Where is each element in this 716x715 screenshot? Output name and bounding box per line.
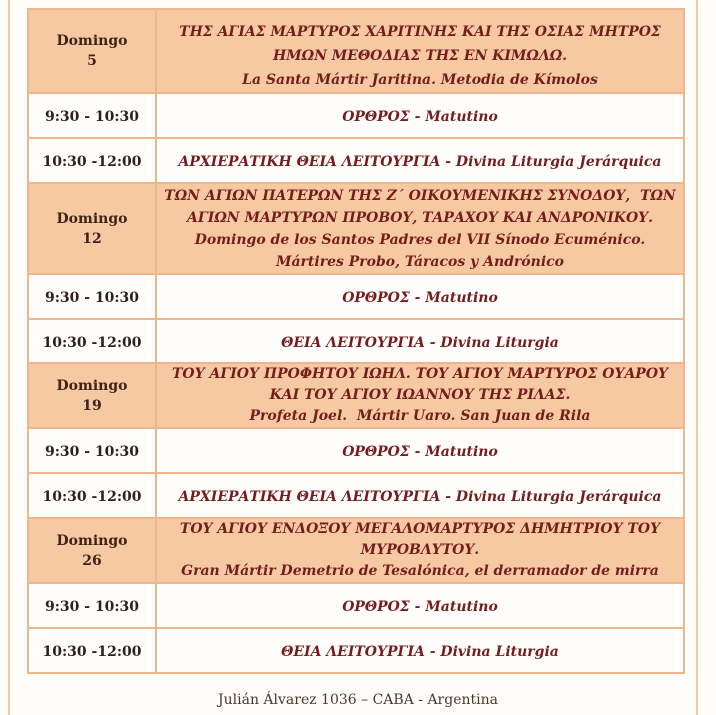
day-label: Domingo	[56, 377, 128, 394]
feast-title-line: ΚΑΙ ΤΟΥ ΑΓΙΟΥ ΙΩΑΝΝΟΥ ΤΗΣ ΡΙΛΑΣ.	[269, 387, 571, 403]
service-row	[28, 319, 684, 363]
service-name: ΟΡΘΡΟΣ - Matutino	[342, 109, 498, 125]
feast-title-line: ΜΥΡΟΒΛΥΤΟΥ.	[360, 542, 480, 558]
feast-title-line: ΤΟΥ ΑΓΙΟΥ ΕΝΔΟΞΟΥ ΜΕΓΑΛΟΜΑΡΤΥΡΟΣ ΔΗΜΗΤΡΙΟΥ ΤΟΥ	[179, 521, 661, 537]
service-row	[28, 274, 684, 319]
service-row	[28, 628, 684, 673]
service-name-cell	[156, 274, 684, 319]
service-name: ΑΡΧΙΕΡΑΤΙΚΗ ΘΕΙΑ ΛΕΙΤΟΥΡΓΙΑ - Divina Liturgia Jerárquica	[178, 154, 662, 170]
time-cell	[28, 473, 156, 518]
day-header-row	[28, 518, 684, 583]
feast-title-cell	[156, 363, 684, 428]
day-header-row	[28, 183, 684, 274]
service-name: ΑΡΧΙΕΡΑΤΙΚΗ ΘΕΙΑ ΛΕΙΤΟΥΡΓΙΑ - Divina Liturgia Jerárquica	[178, 489, 662, 505]
time-cell	[28, 583, 156, 628]
service-time: 9:30 - 10:30	[44, 109, 140, 125]
service-row	[28, 138, 684, 183]
day-header-row	[28, 9, 684, 93]
liturgical-schedule-table	[27, 8, 685, 674]
service-name-cell	[156, 138, 684, 183]
day-number: 5	[87, 53, 97, 69]
time-cell	[28, 319, 156, 363]
feast-title-line: Profeta Joel. Mártir Uaro. San Juan de Rila	[249, 408, 591, 424]
day-cell	[28, 518, 156, 583]
day-cell	[28, 183, 156, 274]
service-time: 10:30 -12:00	[42, 334, 142, 351]
service-name: ΘΕΙΑ ΛΕΙΤΟΥΡΓΙΑ - Divina Liturgia	[281, 334, 559, 351]
feast-title-cell	[156, 9, 684, 93]
service-time: 10:30 -12:00	[42, 644, 142, 660]
service-time: 9:30 - 10:30	[44, 290, 140, 306]
feast-title-line: ΤΗΣ ΑΓΙΑΣ ΜΑΡΤΥΡΟΣ ΧΑΡΙΤΙΝΗΣ ΚΑΙ ΤΗΣ ΟΣΙΑΣ ΜΗΤΡΟΣ	[179, 24, 661, 40]
service-name: ΘΕΙΑ ΛΕΙΤΟΥΡΓΙΑ - Divina Liturgia	[281, 644, 559, 660]
time-cell	[28, 93, 156, 138]
service-name-cell	[156, 583, 684, 628]
feast-title-cell	[156, 518, 684, 583]
service-time: 9:30 - 10:30	[44, 599, 140, 615]
service-name: ΟΡΘΡΟΣ - Matutino	[342, 599, 498, 615]
feast-title-line: ΑΓΙΩΝ ΜΑΡΤΥΡΩΝ ΠΡΟΒΟΥ, ΤΑΡΑΧΟΥ ΚΑΙ ΑΝΔΡΟΝΙΚΟΥ.	[186, 209, 654, 226]
service-name-cell	[156, 473, 684, 518]
feast-title-line: Domingo de los Santos Padres del VII Sínodo Ecuménico.	[194, 231, 646, 248]
day-header-row	[28, 363, 684, 428]
service-name: ΟΡΘΡΟΣ - Matutino	[342, 444, 498, 460]
service-row	[28, 93, 684, 138]
feast-title-line: ΤΟΥ ΑΓΙΟΥ ΠΡΟΦΗΤΟΥ ΙΩΗΛ. ΤΟΥ ΑΓΙΟΥ ΜΑΡΤΥΡΟΣ ΟΥΑΡΟΥ	[171, 366, 669, 382]
service-time: 10:30 -12:00	[42, 489, 142, 505]
service-name-cell	[156, 628, 684, 673]
day-cell	[28, 9, 156, 93]
service-time: 9:30 - 10:30	[44, 444, 140, 460]
service-name-cell	[156, 319, 684, 363]
time-cell	[28, 138, 156, 183]
service-row	[28, 583, 684, 628]
day-cell	[28, 363, 156, 428]
feast-title-line: ΗΜΩΝ ΜΕΘΟΔΙΑΣ ΤΗΣ ΕΝ ΚΙΜΩΛΩ.	[272, 48, 568, 64]
day-label: Domingo	[56, 33, 128, 49]
time-cell	[28, 274, 156, 319]
service-row	[28, 473, 684, 518]
time-cell	[28, 628, 156, 673]
service-time: 10:30 -12:00	[42, 154, 142, 170]
feast-title-cell	[156, 183, 684, 274]
service-name-cell	[156, 428, 684, 473]
feast-title-line: ΤΩΝ ΑΓΙΩΝ ΠΑΤΕΡΩΝ ΤΗΣ Ζ΄ ΟΙΚΟΥΜΕΝΙΚΗΣ ΣΥΝΟΔΟΥ, ΤΩΝ	[164, 187, 676, 204]
service-row	[28, 428, 684, 473]
day-label: Domingo	[56, 532, 128, 549]
time-cell	[28, 428, 156, 473]
feast-title-line: La Santa Mártir Jaritina. Metodia de Kímolos	[242, 72, 598, 88]
day-number: 19	[82, 397, 102, 414]
service-name: ΟΡΘΡΟΣ - Matutino	[342, 290, 498, 306]
day-label: Domingo	[56, 210, 128, 227]
feast-title-line: Mártires Probo, Táracos y Andrónico	[275, 253, 564, 270]
feast-title-line: Gran Mártir Demetrio de Tesalónica, el derramador de mirra	[181, 563, 659, 579]
day-number: 12	[82, 230, 102, 247]
service-name-cell	[156, 93, 684, 138]
address-footer: Julián Álvarez 1036 – CABA - Argentina	[218, 692, 498, 708]
day-number: 26	[82, 552, 102, 569]
